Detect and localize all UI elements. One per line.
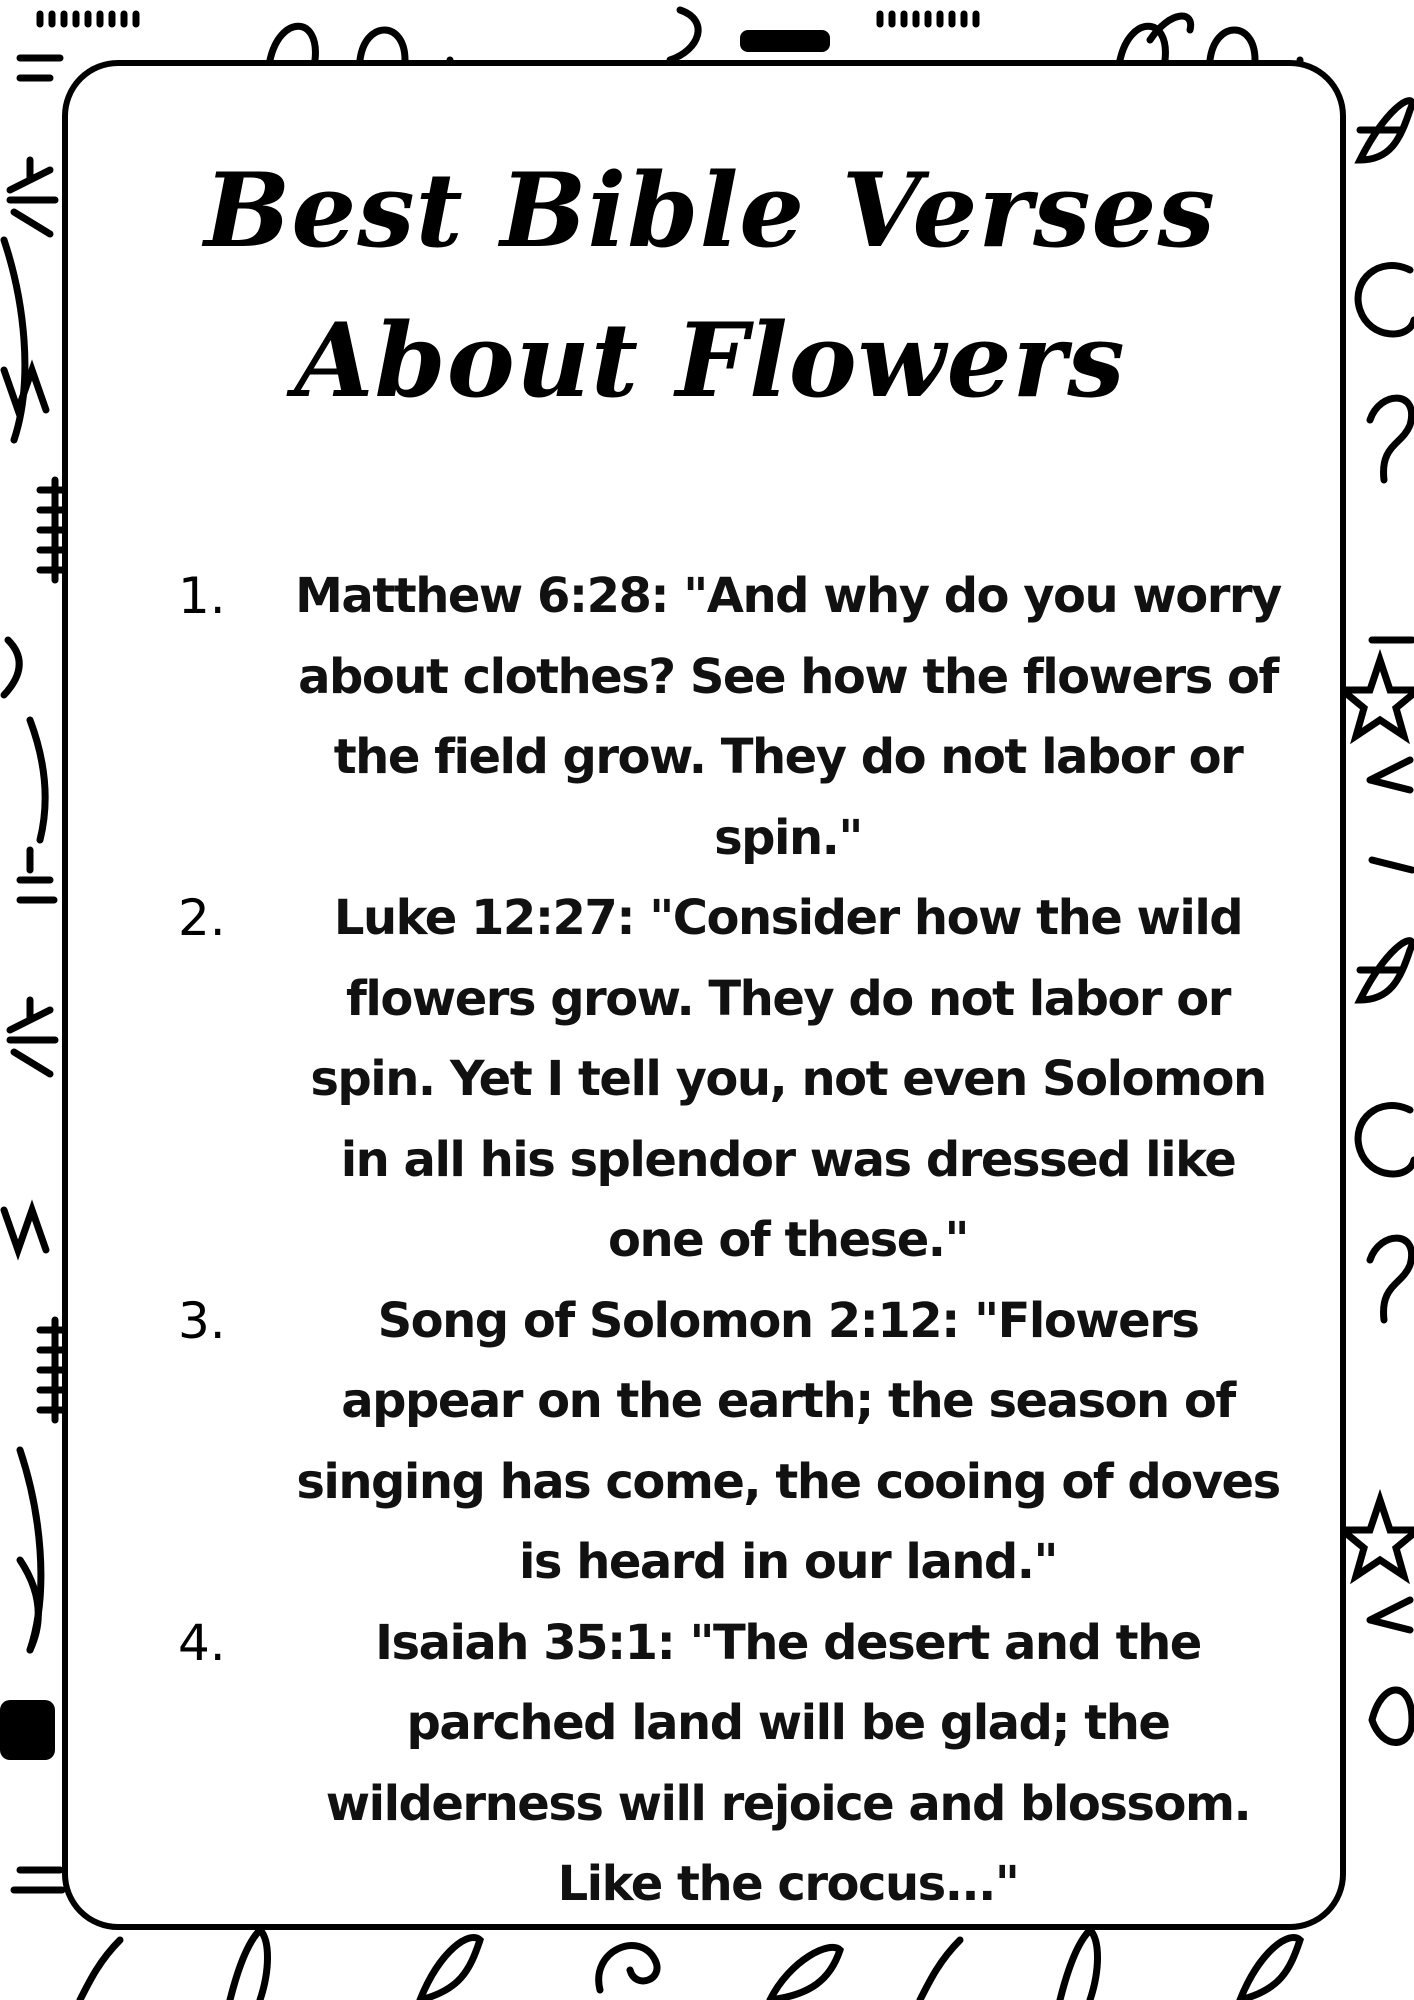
title-line-2: About Flowers	[294, 301, 1126, 421]
dash-doodle-icon	[20, 58, 60, 78]
verse-number: 4.	[178, 1613, 226, 1672]
loop-doodle-icon	[1358, 1106, 1414, 1174]
tick-marks-icon	[880, 14, 976, 24]
leaf-doodle-icon	[770, 1947, 840, 2000]
swirl-doodle-icon	[1150, 16, 1191, 40]
verse-list	[178, 556, 1298, 1925]
swirl-doodle-icon	[670, 10, 698, 60]
verse-number: 1.	[178, 567, 226, 625]
ink-blob-icon	[0, 1700, 55, 1760]
title-line-1: Best Bible Verses	[204, 151, 1216, 271]
curve-doodle-icon	[4, 640, 19, 695]
burst-doodle-icon	[10, 1000, 55, 1074]
leaf-doodle-icon	[230, 1930, 268, 2000]
zigzag-doodle-icon	[4, 1210, 46, 1250]
swirl-doodle-icon	[599, 1946, 657, 1990]
list-item	[178, 878, 1298, 1281]
star-doodle-icon	[1342, 660, 1414, 736]
leaf-doodle-icon	[1060, 1930, 1098, 2000]
burst-doodle-icon	[10, 160, 55, 234]
verse-text: Song of Solomon 2:12: "Flowers appear on the earth; the season of singing has come, the cooing of doves is heard in our land."	[296, 1292, 1280, 1590]
curve-doodle-icon	[20, 1450, 41, 1650]
list-item	[178, 556, 1298, 878]
curve-doodle-icon	[920, 1940, 960, 2000]
dash-doodle-icon	[14, 1870, 62, 1890]
verse-number: 2.	[178, 889, 226, 947]
ink-blob-icon	[740, 30, 830, 52]
verse-text: Matthew 6:28: "And why do you worry about clothes? See how the flowers of the field grow. They do not labor or spin."	[295, 568, 1281, 866]
curve-doodle-icon	[30, 720, 45, 840]
dash-doodle-icon	[20, 850, 54, 900]
leaf-doodle-icon	[1360, 101, 1412, 160]
question-doodle-icon	[1370, 1238, 1412, 1320]
loop-doodle-icon	[1372, 1690, 1412, 1743]
arrow-doodle-icon	[1370, 760, 1410, 790]
verse-number: 3.	[178, 1291, 226, 1350]
loop-doodle-icon	[1358, 266, 1414, 334]
list-item	[178, 1603, 1298, 1925]
arrow-doodle-icon	[1370, 1600, 1410, 1630]
list-item	[178, 1281, 1298, 1603]
leaf-doodle-icon	[420, 1938, 480, 2000]
tick-marks-icon	[40, 14, 136, 24]
leaf-doodle-icon	[1240, 1938, 1300, 2000]
star-doodle-icon	[1342, 1500, 1414, 1576]
content-card	[62, 60, 1346, 1930]
leaf-doodle-icon	[1360, 941, 1412, 1000]
verse-text: Luke 12:27: "Consider how the wild flowers grow. They do not labor or spin. Yet I tell you, not even Solomon in all his splendor was dressed like one of these."	[310, 890, 1266, 1268]
question-doodle-icon	[1370, 398, 1412, 480]
verse-text: Isaiah 35:1: "The desert and the parched land will be glad; the wilderness will rejoice and blossom. Like the crocus..."	[325, 1614, 1251, 1912]
curve-doodle-icon	[80, 1940, 120, 2000]
page-title	[68, 136, 1352, 436]
